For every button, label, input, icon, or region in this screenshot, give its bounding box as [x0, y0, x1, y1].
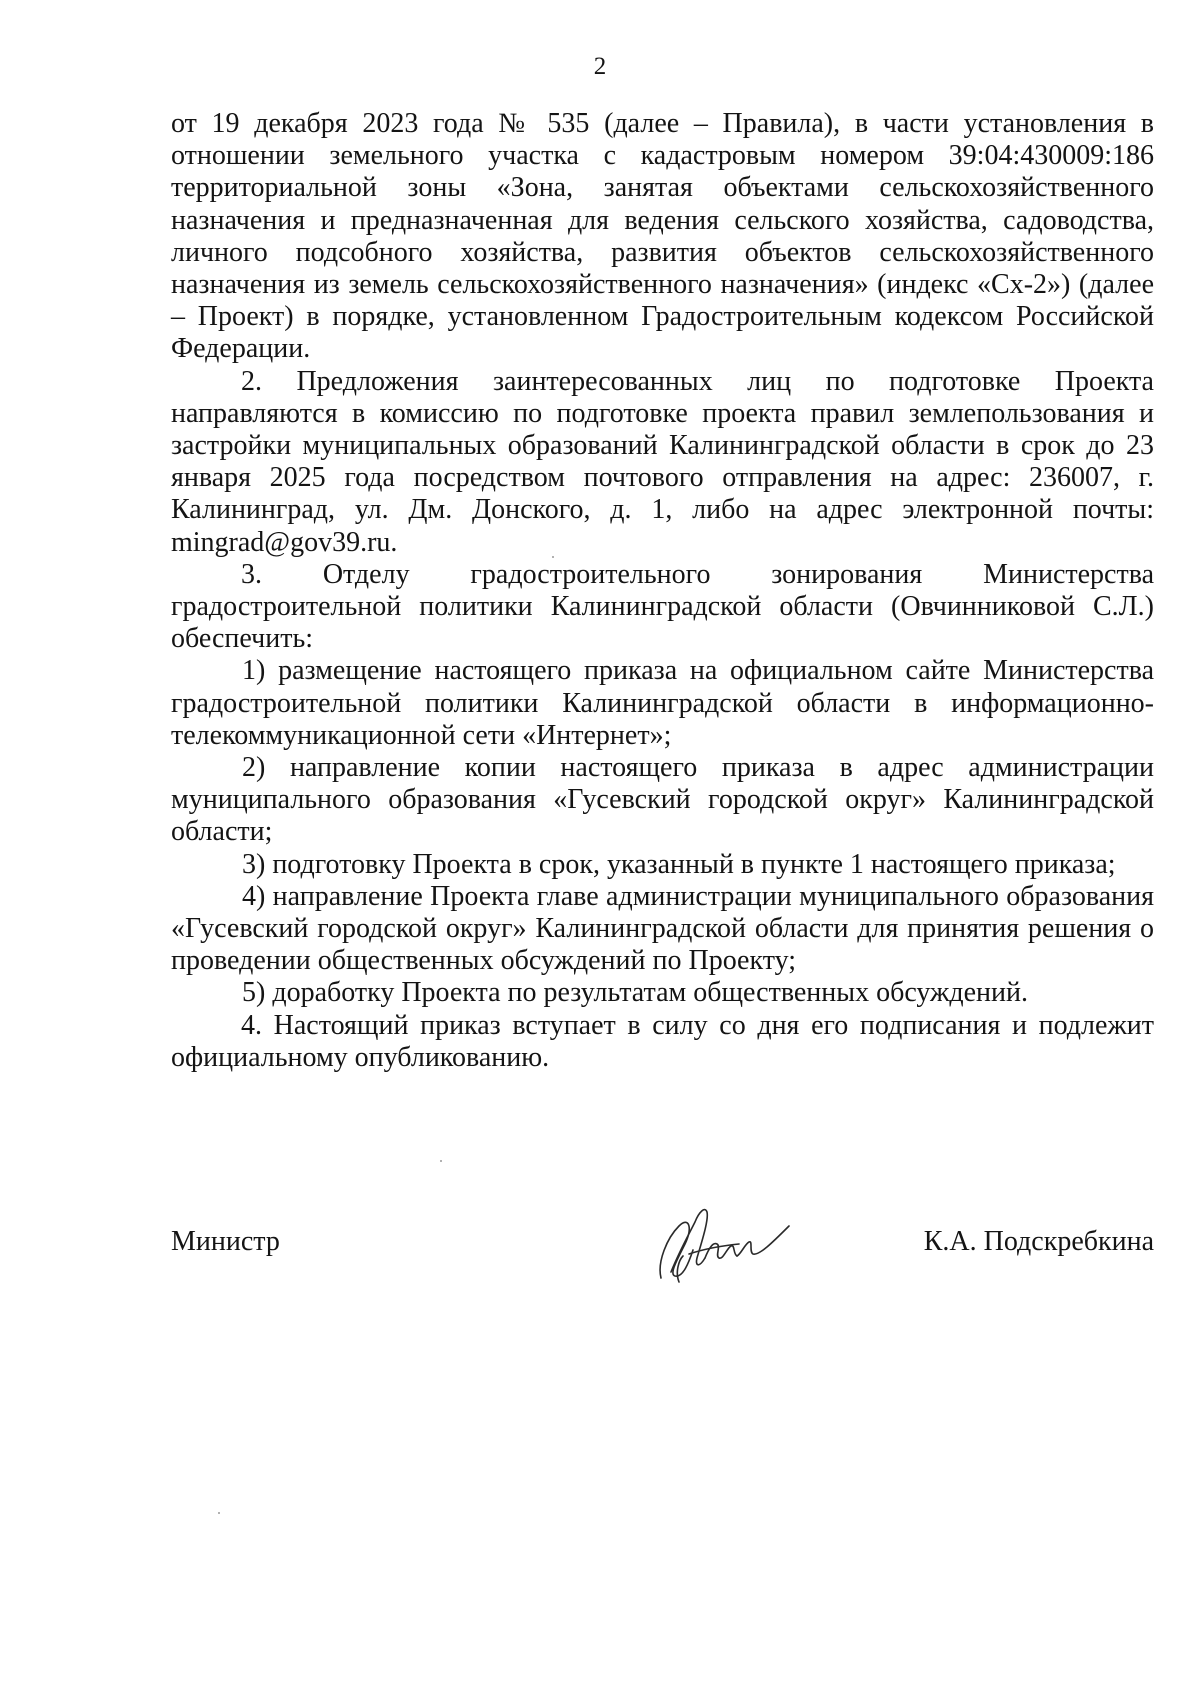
scan-speck	[552, 556, 554, 558]
signature-block	[171, 1200, 1154, 1310]
paragraph-item-3: 3. Отделу градостроительного зонирования Министерства градостроительной политики Калининградской области (Овчинниковой С.Л.) обеспечить:	[171, 558, 1154, 655]
subitem-5: 5) доработку Проекта по результатам общественных обсуждений.	[242, 977, 1028, 1009]
subitem-3: 3) подготовку Проекта в срок, указанный в пункте 1 настоящего приказа;	[242, 848, 1116, 880]
handwritten-signature	[649, 1192, 799, 1292]
page-number: 2	[593, 53, 607, 80]
subitem-2: 2) направление копии настоящего приказа в адрес администрации муниципального образования «Гусевский городской округ» Калининградской области;	[171, 752, 1154, 848]
signatory-name: К.А. Подскребкина	[923, 1226, 1154, 1257]
paragraph-continuation: от 19 декабря 2023 года № 535 (далее – Правила), в части установления в отношении земельного участка с кадастровым номером 39:04:430009:186 территориальной зоны «Зона, занятая объектами сельскохозяйственного назначения и предназначенная для ведения сельского хозяйства, садоводства, личного подсобного хозяйства, развития объектов сельскохозяйственного назначения из земель сельскохозяйственного назначения» (индекс «Сх-2») (далее – Проект) в порядке, установленном Градостроительным кодексом Российской Федерации.	[171, 108, 1154, 365]
subitem-1: 1) размещение настоящего приказа на официальном сайте Министерства градостроительной политики Калининградской области в информационно-телекоммуникационной сети «Интернет»;	[171, 655, 1154, 751]
scan-speck	[218, 1512, 220, 1514]
document-body	[171, 108, 1154, 1074]
subitem-4: 4) направление Проекта главе администрации муниципального образования «Гусевский городской округ» Калининградской области для принятия решения о проведении общественных обсуждений по Проекту;	[171, 880, 1154, 977]
signatory-title: Министр	[171, 1226, 280, 1257]
scan-speck	[440, 1160, 442, 1162]
paragraph-item-4: 4. Настоящий приказ вступает в силу со дня его подписания и подлежит официальному опубликованию.	[171, 1009, 1154, 1073]
paragraph-item-2: 2. Предложения заинтересованных лиц по подготовке Проекта направляются в комиссию по подготовке проекта правил землепользования и застройки муниципальных образований Калининградской области в срок до 23 января 2025 года посредством почтового отправления на адрес: 236007, г. Калининград, ул. Дм. Донского, д. 1, либо на адрес электронной почты: mingrad@gov39.ru.	[171, 365, 1154, 558]
